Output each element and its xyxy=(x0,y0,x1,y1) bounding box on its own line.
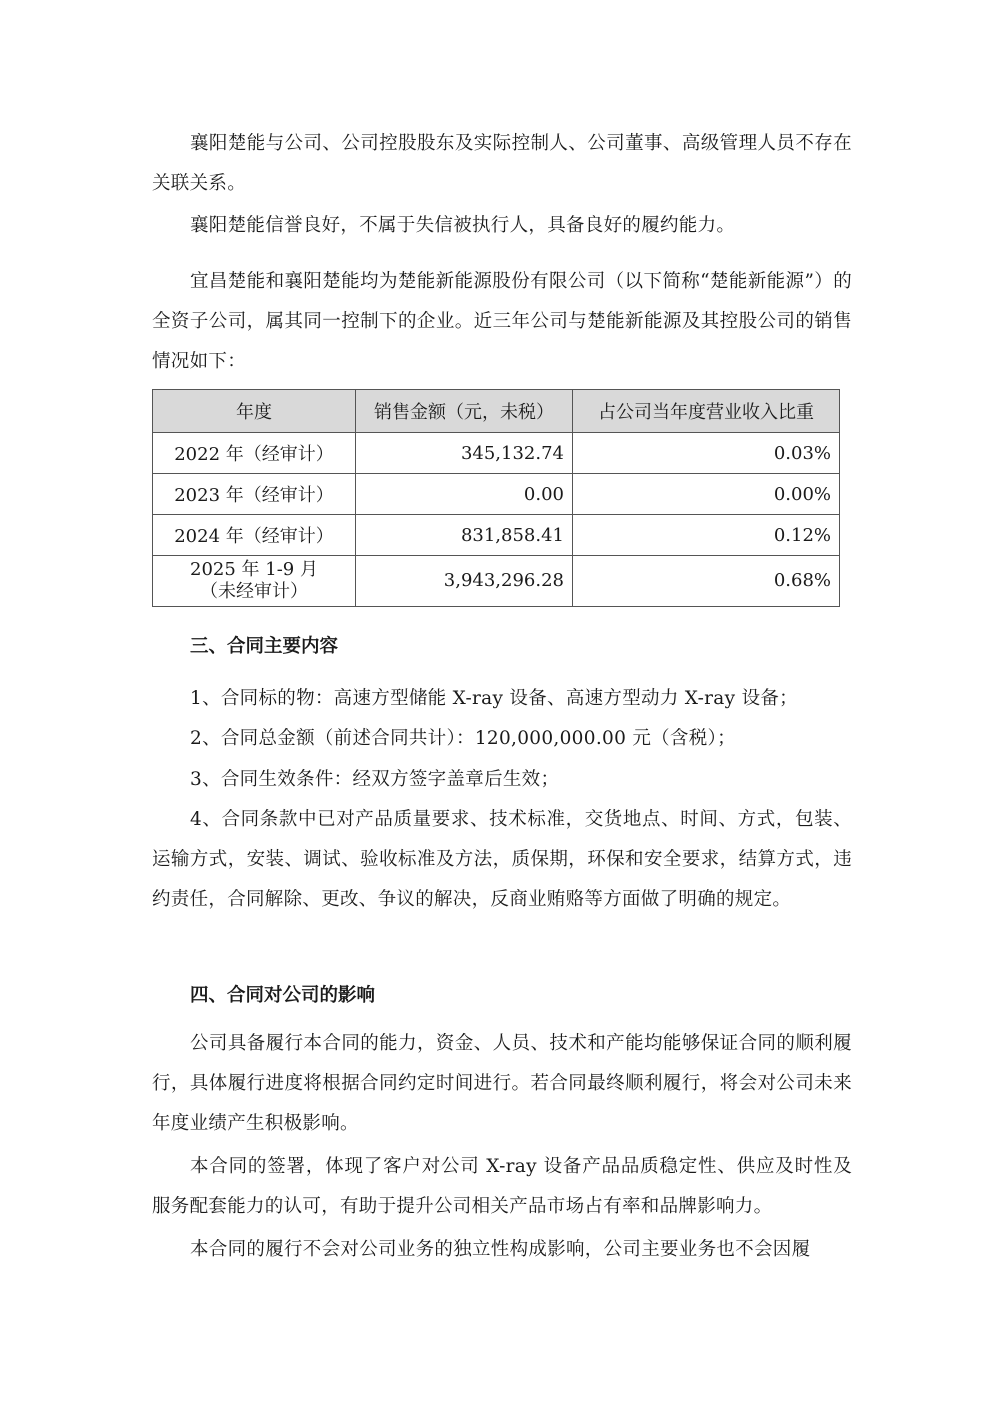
contract-item-4: 4、合同条款中已对产品质量要求、技术标准，交货地点、时间、方式，包装、运输方式，安装、调试、验收标准及方法，质保期，环保和安全要求，结算方式，违约责任，合同解除、更改、争议的解决，反商业贿赂等方面做了明确的规定。 xyxy=(152,809,852,910)
impact-paragraph-2: 本合同的签署，体现了客户对公司 X-ray 设备产品品质稳定性、供应及时性及服务配套能力的认可，有助于提升公司相关产品市场占有率和品牌影响力。 xyxy=(152,1156,852,1217)
impact-paragraph-1: 公司具备履行本合同的能力，资金、人员、技术和产能均能够保证合同的顺利履行，具体履行进度将根据合同约定时间进行。若合同最终顺利履行，将会对公司未来年度业绩产生积极影响。 xyxy=(152,1033,852,1134)
cell-amount: 3,943,296.28 xyxy=(356,556,573,607)
table-row xyxy=(153,556,840,607)
cell-amount: 345,132.74 xyxy=(356,433,573,474)
contract-item-3: 3、合同生效条件：经双方签字盖章后生效； xyxy=(190,769,560,790)
cell-year-line1: 2025 年 1-9 月 xyxy=(190,559,318,580)
table-row xyxy=(153,433,840,474)
cell-ratio: 0.00% xyxy=(573,474,840,515)
cell-ratio: 0.03% xyxy=(573,433,840,474)
header-amount: 销售金额（元，未税） xyxy=(356,390,573,433)
contract-item-1: 1、合同标的物：高速方型储能 X-ray 设备、高速方型动力 X-ray 设备； xyxy=(190,688,798,709)
cell-year xyxy=(153,556,356,607)
cell-ratio: 0.68% xyxy=(573,556,840,607)
paragraph-credit: 襄阳楚能信誉良好，不属于失信被执行人，具备良好的履约能力。 xyxy=(190,215,736,236)
cell-year: 2024 年（经审计） xyxy=(153,515,356,556)
impact-paragraph-3: 本合同的履行不会对公司业务的独立性构成影响，公司主要业务也不会因履 xyxy=(190,1239,811,1260)
table-row xyxy=(153,515,840,556)
cell-amount: 0.00 xyxy=(356,474,573,515)
table-header-row xyxy=(153,390,840,433)
cell-ratio: 0.12% xyxy=(573,515,840,556)
cell-amount: 831,858.41 xyxy=(356,515,573,556)
cell-year: 2023 年（经审计） xyxy=(153,474,356,515)
cell-year-line2: （未经审计） xyxy=(200,581,308,602)
header-ratio: 占公司当年度营业收入比重 xyxy=(573,390,840,433)
section-heading-impact: 四、合同对公司的影响 xyxy=(190,985,376,1006)
paragraph-subsidiaries: 宜昌楚能和襄阳楚能均为楚能新能源股份有限公司（以下简称“楚能新能源”）的全资子公司，属其同一控制下的企业。近三年公司与楚能新能源及其控股公司的销售情况如下： xyxy=(152,271,852,372)
sales-table xyxy=(152,389,840,607)
section-heading-contract-content: 三、合同主要内容 xyxy=(190,636,339,657)
table-row xyxy=(153,474,840,515)
header-year: 年度 xyxy=(153,390,356,433)
cell-year: 2022 年（经审计） xyxy=(153,433,356,474)
paragraph-related-party: 襄阳楚能与公司、公司控股股东及实际控制人、公司董事、高级管理人员不存在关联关系。 xyxy=(152,133,852,194)
contract-item-2: 2、合同总金额（前述合同共计）：120,000,000.00 元（含税）； xyxy=(190,728,736,749)
